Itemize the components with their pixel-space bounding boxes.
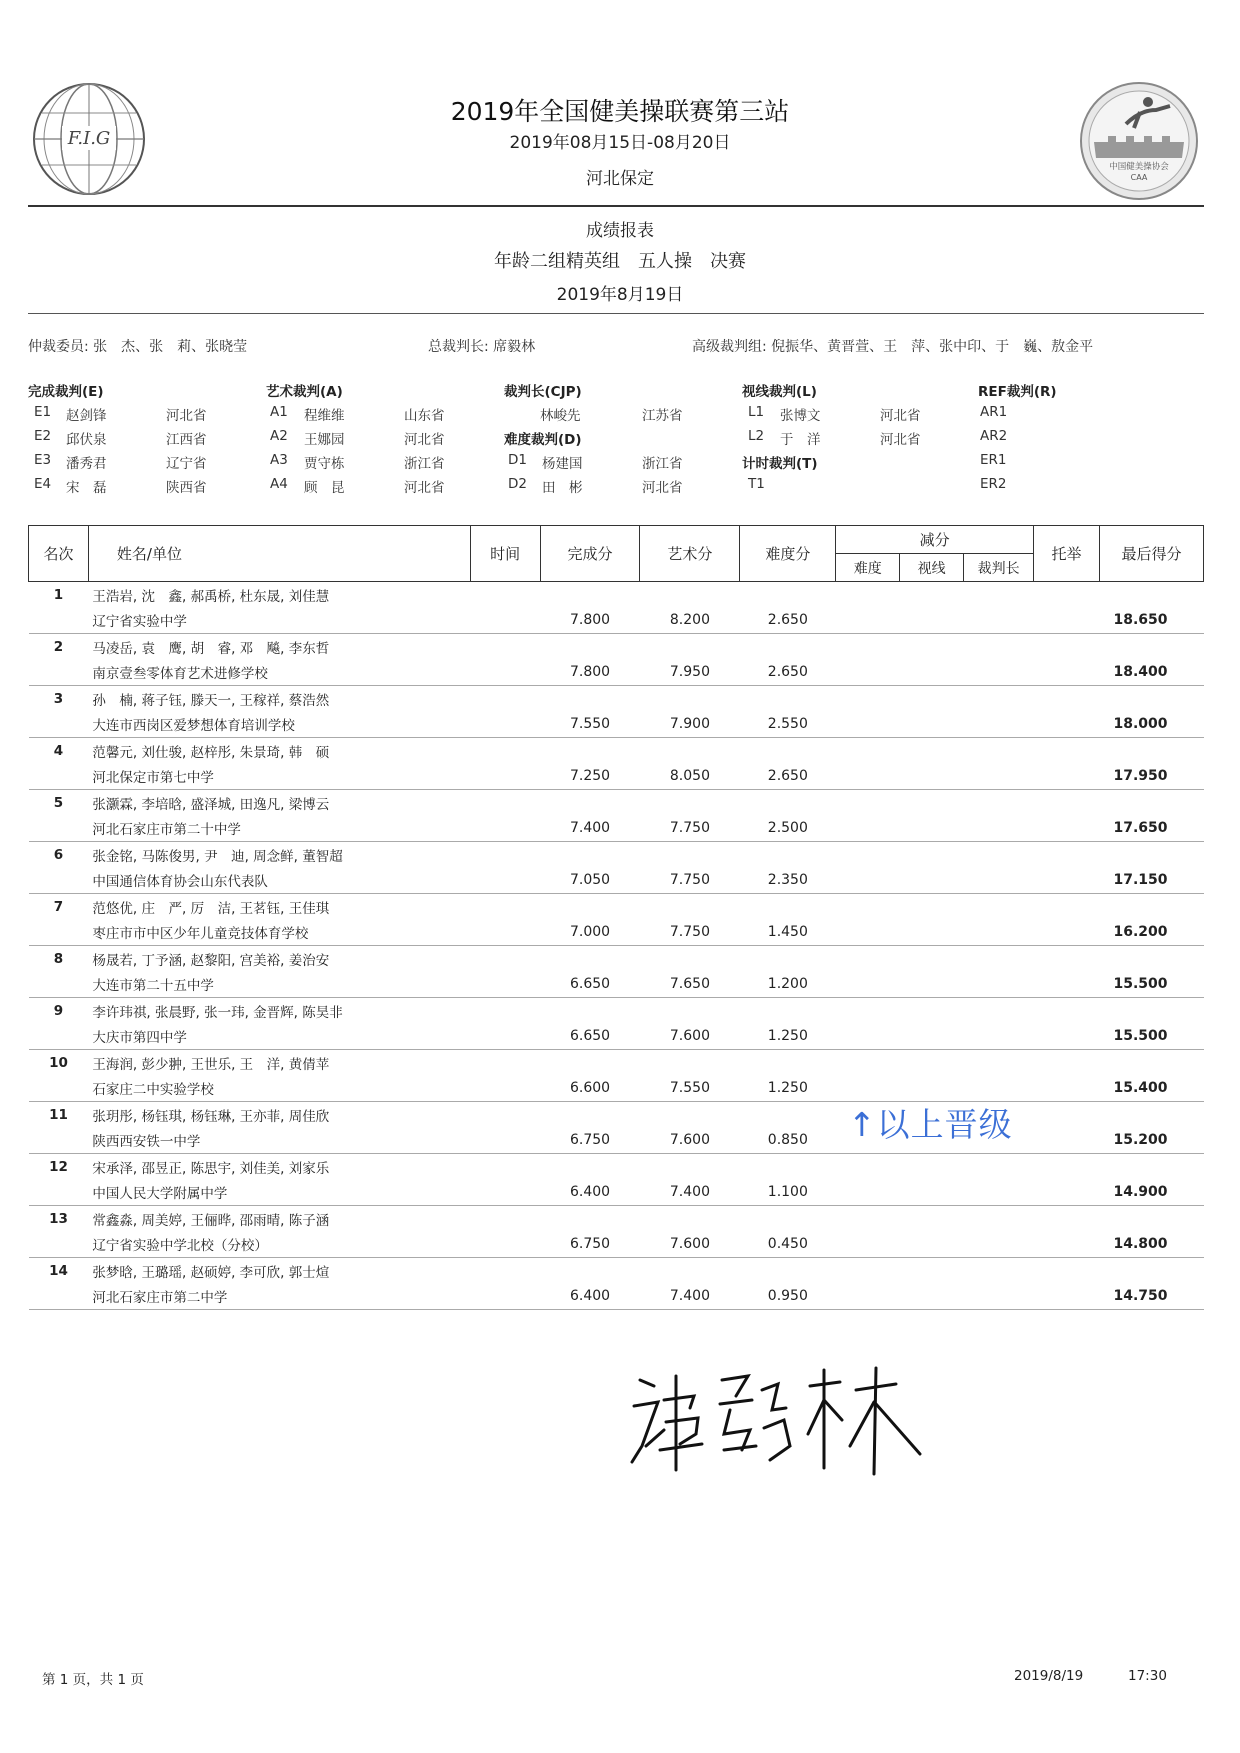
- senior-members: 倪振华、黄晋萱、王 萍、张中印、于 巍、敖金平: [771, 339, 1094, 355]
- rank-cell: 2: [53, 638, 64, 655]
- athletes-cell: 马凌岳, 袁 鹰, 胡 睿, 邓 飚, 李东哲: [92, 640, 330, 657]
- promotion-annotation: ↑以上晋级: [848, 1105, 1013, 1144]
- rank-spacer: [29, 1076, 89, 1102]
- judge-code: E3: [34, 452, 52, 468]
- col-ded-line: 视线: [900, 554, 964, 582]
- judge-code: L1: [748, 404, 765, 420]
- jury-label: 仲裁委员:: [28, 339, 89, 355]
- ded-difficulty-cell: [836, 868, 900, 894]
- artistic-cell: 7.950: [640, 660, 740, 686]
- final-score-cell: 18.650: [1099, 608, 1203, 634]
- rank-cell: 8: [53, 950, 64, 967]
- judge-province: 河北省: [642, 480, 683, 496]
- table-row: [29, 894, 1204, 920]
- artistic-cell: 7.550: [640, 1076, 740, 1102]
- difficulty-cell: 1.450: [740, 920, 836, 946]
- unit-cell: 河北石家庄市第二中学: [88, 1284, 470, 1310]
- judge-province: 陕西省: [166, 480, 207, 496]
- ded-line-cell: [900, 1076, 964, 1102]
- athletes-cell: 张梦晗, 王璐瑶, 赵硕婷, 李可欣, 郭士煊: [92, 1264, 330, 1281]
- time-cell: [470, 1180, 540, 1206]
- unit-cell: 河北保定市第七中学: [88, 764, 470, 790]
- judge-name: 潘秀君: [66, 456, 107, 472]
- judge-province: 辽宁省: [166, 456, 207, 472]
- final-score-cell: 16.200: [1099, 920, 1203, 946]
- table-row: [29, 946, 1204, 972]
- chief-name: 席毅林: [493, 339, 536, 355]
- lift-cell: [1034, 1128, 1100, 1154]
- ded-difficulty-cell: [836, 1180, 900, 1206]
- judge-province: 山东省: [404, 408, 445, 424]
- table-row: [29, 686, 1204, 712]
- unit-cell: 辽宁省实验中学北校（分校）: [88, 1232, 470, 1258]
- lift-cell: [1034, 868, 1100, 894]
- ded-chief-cell: [964, 1284, 1034, 1310]
- table-row: [29, 738, 1204, 764]
- judge-name: 杨建国: [542, 456, 583, 472]
- artistic-cell: 7.600: [640, 1128, 740, 1154]
- report-divider: [28, 313, 1204, 314]
- rank-cell: 11: [49, 1106, 68, 1123]
- lift-cell: [1034, 1024, 1100, 1050]
- rank-spacer: [29, 1128, 89, 1154]
- judge-code: A4: [270, 476, 288, 492]
- difficulty-cell: 0.850: [740, 1128, 836, 1154]
- ded-line-cell: [900, 816, 964, 842]
- time-cell: [470, 1284, 540, 1310]
- judge-code: T1: [748, 476, 765, 492]
- line-judges-title: 视线裁判(L): [742, 384, 817, 400]
- table-row: [29, 842, 1204, 868]
- ded-line-cell: [900, 1284, 964, 1310]
- ded-difficulty-cell: [836, 816, 900, 842]
- judge-name: 王娜园: [304, 432, 345, 448]
- ded-chief-cell: [964, 1232, 1034, 1258]
- final-score-cell: 15.200: [1099, 1128, 1203, 1154]
- time-judges-title: 计时裁判(T): [742, 456, 818, 472]
- lift-cell: [1034, 816, 1100, 842]
- judge-code: E4: [34, 476, 52, 492]
- col-deduction: 减分: [836, 526, 1034, 554]
- table-row: [29, 634, 1204, 660]
- rank-spacer: [29, 1180, 89, 1206]
- judge-name: 贾守栋: [304, 456, 345, 472]
- final-score-cell: 14.900: [1099, 1180, 1203, 1206]
- fig-logo-text: F.I.G: [67, 128, 111, 149]
- ded-line-cell: [900, 1024, 964, 1050]
- ded-line-cell: [900, 764, 964, 790]
- ded-chief-cell: [964, 712, 1034, 738]
- time-cell: [470, 1232, 540, 1258]
- athletes-cell: 常鑫淼, 周美婷, 王俪晔, 邵雨晴, 陈子涵: [92, 1212, 330, 1229]
- lift-cell: [1034, 1076, 1100, 1102]
- time-cell: [470, 816, 540, 842]
- artistic-cell: 7.750: [640, 868, 740, 894]
- difficulty-cell: 2.650: [740, 764, 836, 790]
- table-row-scores: [29, 868, 1204, 894]
- judge-code: E2: [34, 428, 52, 444]
- ded-line-cell: [900, 920, 964, 946]
- report-title: 成绩报表: [586, 221, 654, 241]
- rank-cell: 5: [53, 794, 64, 811]
- lift-cell: [1034, 764, 1100, 790]
- judge-province: 河北省: [166, 408, 207, 424]
- rank-spacer: [29, 660, 89, 686]
- rank-cell: 9: [53, 1002, 64, 1019]
- lift-cell: [1034, 920, 1100, 946]
- judge-code: AR1: [980, 404, 1008, 420]
- col-lift: 托举: [1034, 526, 1100, 582]
- final-score-cell: 17.950: [1099, 764, 1203, 790]
- table-row-scores: [29, 972, 1204, 998]
- final-score-cell: 14.800: [1099, 1232, 1203, 1258]
- time-cell: [470, 920, 540, 946]
- rank-cell: 7: [53, 898, 64, 915]
- artistic-cell: 7.750: [640, 816, 740, 842]
- judge-name: 邱伏泉: [66, 432, 107, 448]
- table-row: [29, 1258, 1204, 1284]
- lift-cell: [1034, 1284, 1100, 1310]
- ded-chief-cell: [964, 660, 1034, 686]
- table-row: [29, 582, 1204, 608]
- judge-code: A2: [270, 428, 288, 444]
- execution-cell: 7.000: [540, 920, 640, 946]
- rank-cell: 10: [49, 1054, 68, 1071]
- ded-difficulty-cell: [836, 972, 900, 998]
- judge-province: 河北省: [880, 432, 921, 448]
- execution-cell: 7.400: [540, 816, 640, 842]
- ded-line-cell: [900, 608, 964, 634]
- artistic-cell: 7.900: [640, 712, 740, 738]
- ded-difficulty-cell: [836, 920, 900, 946]
- ded-chief-cell: [964, 816, 1034, 842]
- judge-name: 赵剑锋: [66, 408, 107, 424]
- final-score-cell: 14.750: [1099, 1284, 1203, 1310]
- ded-chief-cell: [964, 868, 1034, 894]
- event-name: 年龄二组精英组 五人操 决赛: [494, 251, 746, 272]
- rank-spacer: [29, 1284, 89, 1310]
- chief-label: 总裁判长:: [428, 339, 489, 355]
- table-row-scores: [29, 712, 1204, 738]
- rank-cell: 13: [49, 1210, 68, 1227]
- table-body: [29, 582, 1204, 1310]
- page-title: 2019年全国健美操联赛第三站: [450, 97, 790, 126]
- ded-difficulty-cell: [836, 764, 900, 790]
- difficulty-cell: 1.250: [740, 1024, 836, 1050]
- judge-province: 河北省: [880, 408, 921, 424]
- table-row-scores: [29, 920, 1204, 946]
- judge-name: 田 彬: [542, 480, 583, 496]
- judge-name: 宋 磊: [66, 480, 107, 496]
- judge-province: 浙江省: [642, 456, 683, 472]
- judge-province: 江苏省: [642, 408, 683, 424]
- artistic-cell: 7.400: [640, 1284, 740, 1310]
- jury-line: [28, 336, 247, 356]
- page-indicator: 第 1 页，共 1 页: [42, 1672, 144, 1688]
- ded-difficulty-cell: [836, 712, 900, 738]
- difficulty-cell: 2.650: [740, 660, 836, 686]
- final-score-cell: 18.400: [1099, 660, 1203, 686]
- print-date: 2019/8/19: [1014, 1668, 1084, 1684]
- table-row: [29, 1050, 1204, 1076]
- athletes-cell: 王浩岩, 沈 鑫, 郝禹桥, 杜东晟, 刘佳慧: [92, 588, 330, 605]
- judge-code: A1: [270, 404, 288, 420]
- ded-chief-cell: [964, 764, 1034, 790]
- athletes-cell: 杨晟若, 丁予涵, 赵黎阳, 宫美裕, 姜治安: [92, 952, 330, 969]
- table-row-scores: [29, 816, 1204, 842]
- rank-cell: 12: [49, 1158, 68, 1175]
- ded-difficulty-cell: [836, 1024, 900, 1050]
- cjp-title: 裁判长(CJP): [504, 384, 582, 400]
- table-row-scores: [29, 764, 1204, 790]
- ded-chief-cell: [964, 1180, 1034, 1206]
- col-name: 姓名/单位: [88, 526, 470, 582]
- athletes-cell: 孙 楠, 蒋子钰, 滕天一, 王稼祥, 蔡浩然: [92, 692, 330, 709]
- judge-code: A3: [270, 452, 288, 468]
- results-table: [28, 525, 1204, 1310]
- judge-name: 林峻先: [540, 408, 581, 424]
- col-difficulty: 难度分: [740, 526, 836, 582]
- execution-cell: 6.750: [540, 1232, 640, 1258]
- execution-judges-title: 完成裁判(E): [28, 384, 104, 400]
- athletes-cell: 张灏霖, 李培晗, 盛泽城, 田逸凡, 梁博云: [92, 796, 330, 813]
- table-row-scores: [29, 1232, 1204, 1258]
- difficulty-cell: 2.350: [740, 868, 836, 894]
- artistic-cell: 8.200: [640, 608, 740, 634]
- difficulty-cell: 0.450: [740, 1232, 836, 1258]
- time-cell: [470, 712, 540, 738]
- col-time: 时间: [470, 526, 540, 582]
- ded-difficulty-cell: [836, 1284, 900, 1310]
- table-row: [29, 1154, 1204, 1180]
- judge-province: 浙江省: [404, 456, 445, 472]
- judge-name: 顾 昆: [304, 480, 345, 496]
- time-cell: [470, 660, 540, 686]
- judge-code: AR2: [980, 428, 1008, 444]
- execution-cell: 7.550: [540, 712, 640, 738]
- ded-line-cell: [900, 1232, 964, 1258]
- header-divider: [28, 205, 1204, 207]
- execution-cell: 6.400: [540, 1284, 640, 1310]
- difficulty-judges-title: 难度裁判(D): [504, 432, 582, 448]
- ref-judges-title: REF裁判(R): [978, 384, 1057, 400]
- athletes-cell: 李许玮祺, 张晨野, 张一玮, 金晋辉, 陈昊非: [92, 1004, 343, 1021]
- unit-cell: 大连市第二十五中学: [88, 972, 470, 998]
- unit-cell: 河北石家庄市第二十中学: [88, 816, 470, 842]
- time-cell: [470, 608, 540, 634]
- artistic-cell: 7.600: [640, 1024, 740, 1050]
- final-score-cell: 15.500: [1099, 1024, 1203, 1050]
- ded-chief-cell: [964, 608, 1034, 634]
- report-date: 2019年8月19日: [556, 285, 684, 305]
- ded-chief-cell: [964, 1024, 1034, 1050]
- difficulty-cell: 1.200: [740, 972, 836, 998]
- judge-code: E1: [34, 404, 52, 420]
- table-row-scores: [29, 1180, 1204, 1206]
- caa-logo-abbr: CAA: [1130, 173, 1148, 182]
- execution-cell: 6.650: [540, 1024, 640, 1050]
- difficulty-cell: 2.550: [740, 712, 836, 738]
- athletes-cell: 张玥彤, 杨钰琪, 杨钰琳, 王亦菲, 周佳欣: [92, 1108, 330, 1125]
- artistic-cell: 8.050: [640, 764, 740, 790]
- rank-spacer: [29, 868, 89, 894]
- judge-province: 河北省: [404, 480, 445, 496]
- table-row: [29, 1102, 1204, 1128]
- lift-cell: [1034, 660, 1100, 686]
- athletes-cell: 范馨元, 刘仕骏, 赵梓彤, 朱景琦, 韩 硕: [92, 744, 330, 761]
- rank-spacer: [29, 712, 89, 738]
- unit-cell: 南京壹叁零体育艺术进修学校: [88, 660, 470, 686]
- rank-spacer: [29, 816, 89, 842]
- time-cell: [470, 1076, 540, 1102]
- table-row-scores: [29, 1128, 1204, 1154]
- unit-cell: 枣庄市市中区少年儿童竞技体育学校: [88, 920, 470, 946]
- final-score-cell: 17.150: [1099, 868, 1203, 894]
- lift-cell: [1034, 972, 1100, 998]
- jury-members: 张 杰、张 莉、张晓莹: [93, 339, 248, 355]
- table-row-scores: [29, 1284, 1204, 1310]
- time-cell: [470, 972, 540, 998]
- difficulty-cell: 1.250: [740, 1076, 836, 1102]
- print-time: 17:30: [1128, 1668, 1167, 1684]
- table-row: [29, 998, 1204, 1024]
- execution-cell: 7.800: [540, 608, 640, 634]
- ded-chief-cell: [964, 972, 1034, 998]
- artistic-cell: 7.600: [640, 1232, 740, 1258]
- athletes-cell: 王海润, 彭少翀, 王世乐, 王 洋, 黄倩苹: [92, 1056, 330, 1073]
- table-row-scores: [29, 608, 1204, 634]
- difficulty-cell: 1.100: [740, 1180, 836, 1206]
- unit-cell: 大连市西岗区爱梦想体育培训学校: [88, 712, 470, 738]
- ded-line-cell: [900, 1180, 964, 1206]
- table-row-scores: [29, 1076, 1204, 1102]
- difficulty-cell: 0.950: [740, 1284, 836, 1310]
- unit-cell: 辽宁省实验中学: [88, 608, 470, 634]
- senior-line: [692, 336, 1093, 356]
- judge-code: ER1: [980, 452, 1007, 468]
- rank-spacer: [29, 920, 89, 946]
- judge-name: 张博文: [780, 408, 821, 424]
- event-dates: 2019年08月15日-08月20日: [509, 133, 731, 153]
- judge-province: 河北省: [404, 432, 445, 448]
- athletes-cell: 宋承泽, 邵昱正, 陈思宇, 刘佳美, 刘家乐: [92, 1160, 330, 1177]
- rank-spacer: [29, 1024, 89, 1050]
- athletes-cell: 范悠优, 庄 严, 厉 洁, 王茗钰, 王佳琪: [92, 900, 330, 917]
- time-cell: [470, 1024, 540, 1050]
- ded-difficulty-cell: [836, 1076, 900, 1102]
- difficulty-cell: 2.500: [740, 816, 836, 842]
- col-rank: 名次: [29, 526, 89, 582]
- lift-cell: [1034, 1180, 1100, 1206]
- final-score-cell: 18.000: [1099, 712, 1203, 738]
- judge-name: 程维维: [304, 408, 345, 424]
- chief-signature: [620, 1350, 940, 1490]
- ded-line-cell: [900, 660, 964, 686]
- time-cell: [470, 764, 540, 790]
- judge-code: D1: [508, 452, 527, 468]
- col-ded-chief: 裁判长: [964, 554, 1034, 582]
- unit-cell: 中国通信体育协会山东代表队: [88, 868, 470, 894]
- judge-code: ER2: [980, 476, 1007, 492]
- event-venue: 河北保定: [586, 169, 654, 189]
- time-cell: [470, 868, 540, 894]
- unit-cell: 陕西西安铁一中学: [88, 1128, 470, 1154]
- rank-cell: 14: [49, 1262, 68, 1279]
- ded-chief-cell: [964, 1076, 1034, 1102]
- artistic-cell: 7.400: [640, 1180, 740, 1206]
- rank-cell: 4: [53, 742, 64, 759]
- rank-spacer: [29, 764, 89, 790]
- unit-cell: 中国人民大学附属中学: [88, 1180, 470, 1206]
- chief-line: [428, 336, 535, 356]
- athletes-cell: 张金铭, 马陈俊男, 尹 迪, 周念鲜, 董智超: [92, 848, 343, 865]
- execution-cell: 6.600: [540, 1076, 640, 1102]
- difficulty-cell: 2.650: [740, 608, 836, 634]
- lift-cell: [1034, 712, 1100, 738]
- rank-spacer: [29, 608, 89, 634]
- unit-cell: 石家庄二中实验学校: [88, 1076, 470, 1102]
- execution-cell: 7.250: [540, 764, 640, 790]
- unit-cell: 大庆市第四中学: [88, 1024, 470, 1050]
- rank-cell: 1: [53, 586, 64, 603]
- judge-code: L2: [748, 428, 765, 444]
- rank-cell: 6: [53, 846, 64, 863]
- artistic-cell: 7.650: [640, 972, 740, 998]
- col-ded-difficulty: 难度: [836, 554, 900, 582]
- judge-code: D2: [508, 476, 527, 492]
- rank-spacer: [29, 972, 89, 998]
- final-score-cell: 15.500: [1099, 972, 1203, 998]
- senior-label: 高级裁判组:: [692, 339, 767, 355]
- artistic-cell: 7.750: [640, 920, 740, 946]
- table-row: [29, 1206, 1204, 1232]
- lift-cell: [1034, 608, 1100, 634]
- table-row-scores: [29, 660, 1204, 686]
- time-cell: [470, 1128, 540, 1154]
- rank-cell: 3: [53, 690, 64, 707]
- execution-cell: 6.650: [540, 972, 640, 998]
- ded-difficulty-cell: [836, 608, 900, 634]
- judge-province: 江西省: [166, 432, 207, 448]
- table-row: [29, 790, 1204, 816]
- table-header: [29, 526, 1204, 582]
- judge-name: 于 洋: [780, 432, 821, 448]
- ded-chief-cell: [964, 920, 1034, 946]
- execution-cell: 6.400: [540, 1180, 640, 1206]
- final-score-cell: 15.400: [1099, 1076, 1203, 1102]
- col-artistic: 艺术分: [640, 526, 740, 582]
- ded-line-cell: [900, 972, 964, 998]
- final-score-cell: 17.650: [1099, 816, 1203, 842]
- lift-cell: [1034, 1232, 1100, 1258]
- table-row-scores: [29, 1024, 1204, 1050]
- rank-spacer: [29, 1232, 89, 1258]
- execution-cell: 7.800: [540, 660, 640, 686]
- ded-line-cell: [900, 712, 964, 738]
- col-execution: 完成分: [540, 526, 640, 582]
- ded-difficulty-cell: [836, 660, 900, 686]
- ded-difficulty-cell: [836, 1232, 900, 1258]
- ded-line-cell: [900, 868, 964, 894]
- artistic-judges-title: 艺术裁判(A): [266, 384, 343, 400]
- execution-cell: 7.050: [540, 868, 640, 894]
- caa-logo-text: 中国健美操协会: [1109, 162, 1169, 172]
- col-final: 最后得分: [1099, 526, 1203, 582]
- execution-cell: 6.750: [540, 1128, 640, 1154]
